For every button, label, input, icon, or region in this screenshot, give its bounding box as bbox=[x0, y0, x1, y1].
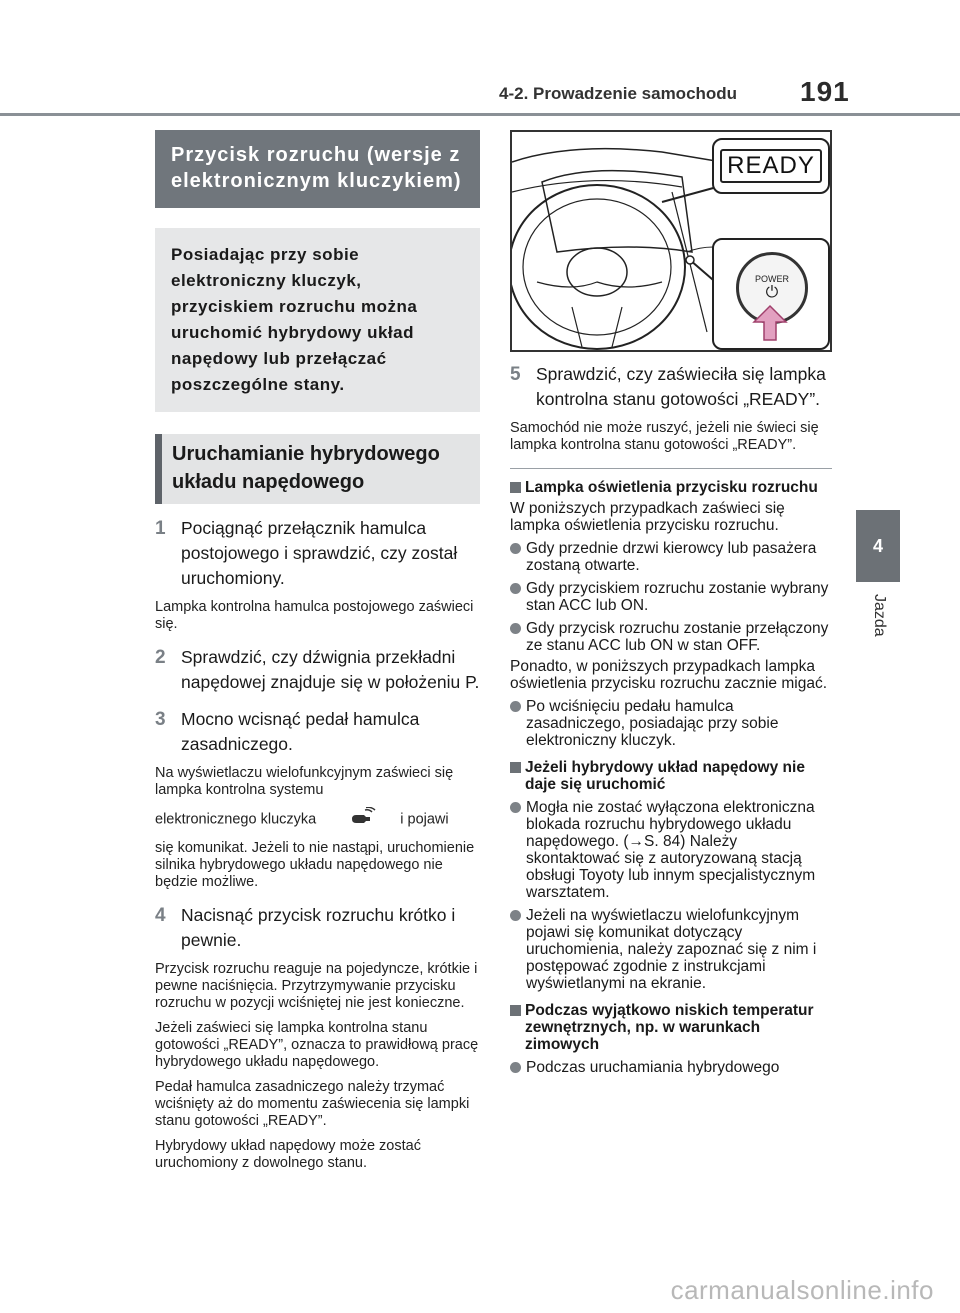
note-step-4c: Pedał hamulca zasadniczego należy trzymać wciśnięty aż do momentu zaświecenia się lampki stanu gotowości „READY”. bbox=[155, 1079, 470, 1129]
list-item: Jeżeli na wyświetlaczu wielofunkcyjnym pojawi się komunikat dotyczący uruchomienia, należy zapoznać się z nim i postępować zgodnie z instrukcjami wyświetlanymi na ekranie. bbox=[510, 907, 832, 992]
list-item: Po wciśnięciu pedału hamulca zasadniczego, posiadając przy sobie elektroniczny kluczyk. bbox=[510, 698, 832, 749]
dashboard-illustration bbox=[510, 130, 832, 352]
step-1: 1 Pociągnąć przełącznik hamulca postojowego i sprawdzić, czy został uruchomiony. bbox=[155, 518, 458, 588]
subsection-heading-2: Jeżeli hybrydowy układ napędowy nie daje się uruchomić bbox=[510, 759, 832, 793]
note-step-3b: elektronicznego kluczyka i pojawi bbox=[155, 807, 480, 832]
section-divider bbox=[510, 468, 832, 469]
note-step-1: Lampka kontrolna hamulca postojowego zaświeci się. bbox=[155, 599, 474, 632]
list-item: Gdy przycisk rozruchu zostanie przełączony ze stanu ACC lub ON w stan OFF. bbox=[510, 620, 832, 654]
list-item: Podczas uruchamiania hybrydowego bbox=[510, 1059, 832, 1077]
section-heading: Uruchamianie hybrydowego układu napędowego bbox=[155, 434, 480, 504]
press-arrow-icon bbox=[750, 304, 790, 344]
list-item: Gdy przyciskiem rozruchu zostanie wybrany stan ACC lub ON. bbox=[510, 580, 832, 614]
chapter-tab: 4 bbox=[856, 510, 900, 582]
power-icon: ⏻ bbox=[765, 284, 779, 301]
step-2: 2 Sprawdzić, czy dźwignia przekładni napędowej znajduje się w położeniu P. bbox=[155, 647, 480, 692]
subsection-heading-3: Podczas wyjątkowo niskich temperatur zewnętrznych, np. w warunkach zimowych bbox=[510, 1002, 832, 1053]
note-step-4d: Hybrydowy układ napędowy może zostać uruchomiony z dowolnego stanu. bbox=[155, 1138, 421, 1171]
subsection-1-intro: W poniższych przypadkach zaświeci się lampka oświetlenia przycisku rozruchu. bbox=[510, 500, 785, 534]
note-step-5: Samochód nie może ruszyć, jeżeli nie świeci się lampka kontrolna stanu gotowości „READY”. bbox=[510, 420, 819, 453]
title-box: Przycisk rozruchu (wersje z elektronicznym kluczykiem) bbox=[155, 130, 480, 208]
subsection-heading-1: Lampka oświetlenia przycisku rozruchu bbox=[510, 479, 832, 496]
step-4: 4 Nacisnąć przycisk rozruchu krótko i pewnie. bbox=[155, 905, 456, 950]
note-step-4b: Jeżeli zaświeci się lampka kontrolna stanu gotowości „READY”, oznacza to prawidłową pracę hybrydowego układu napędowego. bbox=[155, 1020, 479, 1070]
intro-box: Posiadając przy sobie elektroniczny kluczyk, przyciskiem rozruchu można uruchomić hybrydowy układ napędowy lub przełączać poszczególne stany. bbox=[155, 228, 480, 412]
page-header-section: 4-2. Prowadzenie samochodu bbox=[499, 84, 738, 103]
list-item: Mogła nie zostać wyłączona elektroniczna blokada rozruchu hybrydowego układu napędowego. (→S. 84) Należy skontaktować się z autoryzowaną stacją obsługi Toyoty lub innym specjalistycznym warsztatem. bbox=[510, 799, 832, 901]
power-callout bbox=[712, 238, 830, 350]
note-step-4a: Przycisk rozruchu reaguje na pojedyncze, krótkie i pewne naciśnięcia. Przytrzymywanie przycisku rozruchu w pozycji wciśniętej nie jest konieczne. bbox=[155, 961, 478, 1011]
chapter-label: Jazda bbox=[871, 594, 888, 637]
ready-callout bbox=[712, 138, 830, 194]
page-number: 191 bbox=[800, 76, 850, 107]
power-label: POWER bbox=[754, 274, 789, 284]
header-rule bbox=[0, 113, 960, 116]
left-column bbox=[155, 130, 480, 1172]
step-5: 5 Sprawdzić, czy zaświeciła się lampka kontrolna stanu gotowości „READY”. bbox=[510, 364, 826, 409]
note-step-3a: Na wyświetlaczu wielofunkcyjnym zaświeci się lampka kontrolna systemu bbox=[155, 765, 454, 798]
subsection-1-mid: Ponadto, w poniższych przypadkach lampka oświetlenia przycisku rozruchu zacznie migać. bbox=[510, 658, 828, 692]
ready-indicator-label: READY bbox=[720, 149, 822, 183]
list-item: Gdy przednie drzwi kierowcy lub pasażera zostaną otwarte. bbox=[510, 540, 832, 574]
smart-key-icon bbox=[350, 807, 376, 832]
note-step-3c: się komunikat. Jeżeli to nie nastąpi, uruchomienie silnika hybrydowego układu napędowego nie będzie możliwe. bbox=[155, 840, 475, 890]
step-3: 3 Mocno wcisnąć pedał hamulca zasadniczego. bbox=[155, 709, 420, 754]
right-column bbox=[510, 130, 832, 1077]
watermark: carmanualsonline.info bbox=[670, 1275, 934, 1305]
